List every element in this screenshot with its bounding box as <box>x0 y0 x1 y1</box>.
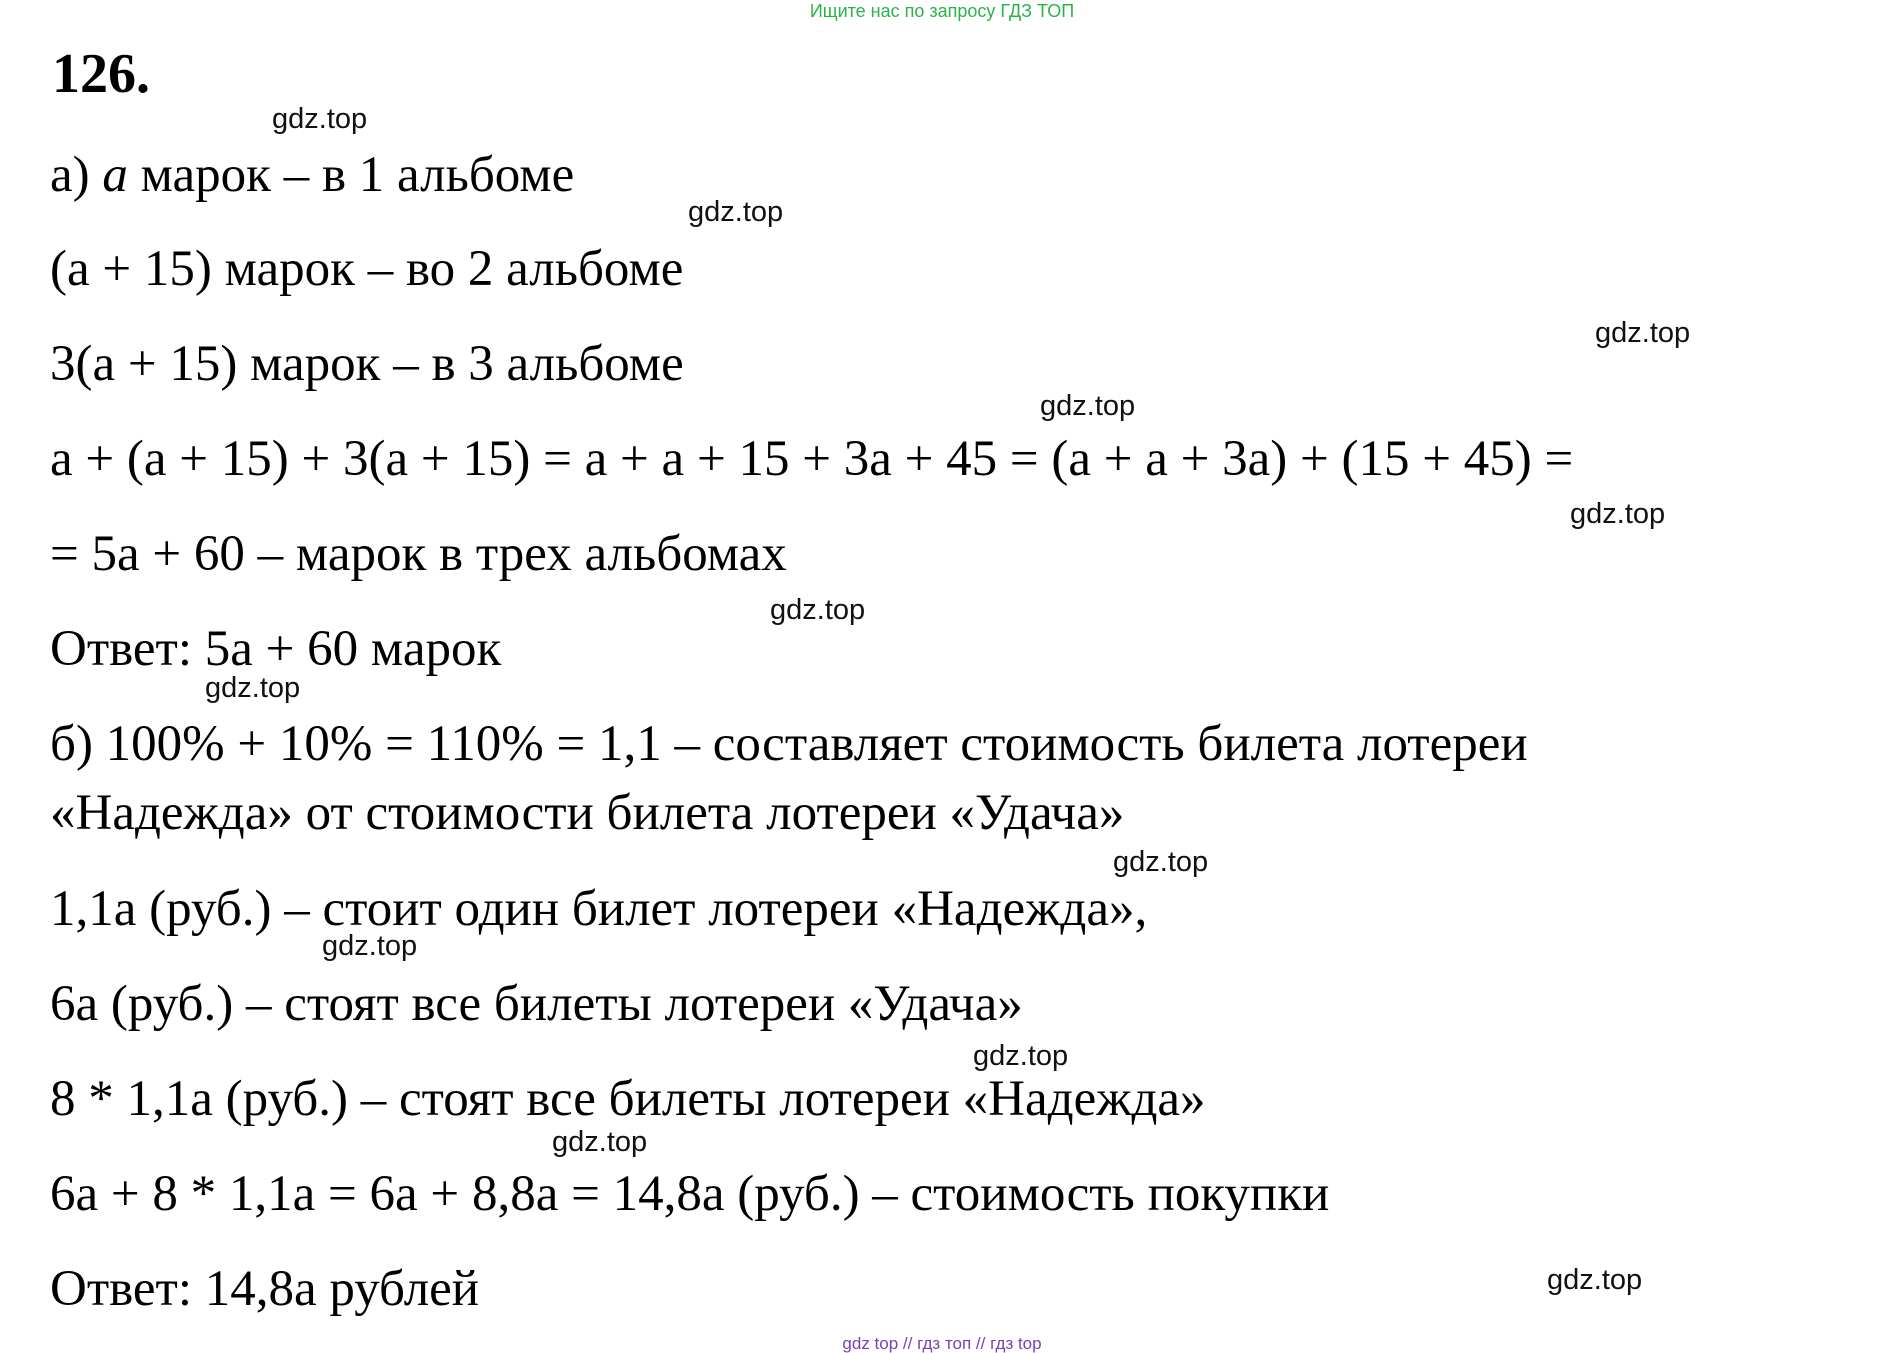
solution-line-b-2: «Надежда» от стоимости билета лотереи «Удача» <box>50 785 1125 841</box>
solution-line-b-5: 8 * 1,1a (руб.) – стоят все билеты лотереи «Надежда» <box>50 1071 1206 1127</box>
watermark: gdz.top <box>1595 317 1691 349</box>
solution-line-a-3: 3(a + 15) марок – в 3 альбоме <box>50 336 684 392</box>
watermark: gdz.top <box>552 1126 648 1158</box>
solution-line-a-2: (a + 15) марок – во 2 альбоме <box>50 241 684 297</box>
watermark: gdz.top <box>322 930 418 962</box>
solution-line-b-6: 6a + 8 * 1,1a = 6a + 8,8a = 14,8a (руб.) – стоимость покупки <box>50 1166 1330 1222</box>
answer-b: Ответ: 14,8a рублей <box>50 1261 480 1317</box>
watermark: gdz.top <box>973 1040 1069 1072</box>
footer-text: gdz top // гдз топ // гдз top <box>842 1334 1042 1353</box>
line-prefix: а) <box>50 147 103 203</box>
solution-line-a-4: a + (a + 15) + 3(a + 15) = a + a + 15 + 3a + 45 = (a + a + 3a) + (15 + 45) = <box>50 431 1574 487</box>
watermark: gdz.top <box>272 103 368 135</box>
watermark: gdz.top <box>1113 846 1209 878</box>
variable-a: a <box>102 147 128 203</box>
solution-line-a-5: = 5a + 60 – марок в трех альбомах <box>50 526 787 582</box>
solution-line-b-4: 6a (руб.) – стоят все билеты лотереи «Удача» <box>50 976 1023 1032</box>
solution-line-b-3: 1,1a (руб.) – стоит один билет лотереи «Надежда», <box>50 881 1148 937</box>
answer-a: Ответ: 5a + 60 марок <box>50 621 502 677</box>
top-banner: Ищите нас по запросу ГДЗ ТОП <box>809 1 1075 21</box>
watermark: gdz.top <box>1040 390 1136 422</box>
watermark: gdz.top <box>1570 498 1666 530</box>
problem-number: 126. <box>52 43 150 105</box>
watermark: gdz.top <box>770 594 866 626</box>
watermark: gdz.top <box>688 196 784 228</box>
solution-line-b-1: б) 100% + 10% = 110% = 1,1 – составляет стоимость билета лотереи <box>50 716 1528 772</box>
watermark: gdz.top <box>1547 1264 1643 1296</box>
line-rest: марок – в 1 альбоме <box>127 147 575 203</box>
watermark: gdz.top <box>205 672 301 704</box>
solution-line-a-1 <box>50 147 575 203</box>
